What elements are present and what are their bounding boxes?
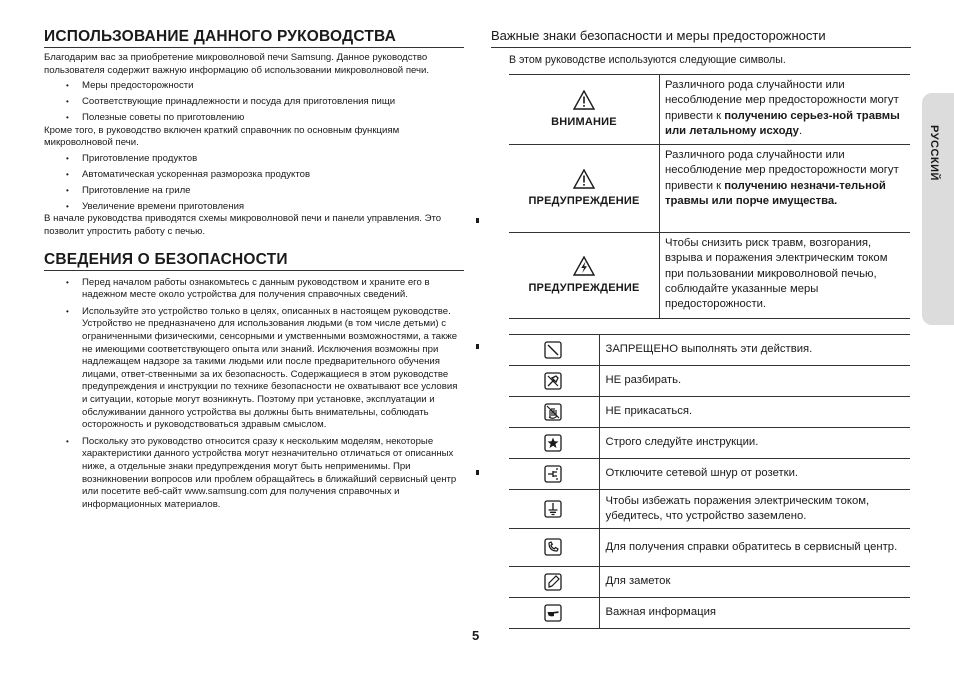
electric-hazard-icon: [573, 256, 595, 276]
warning-text: Различного рода случайности или несоблюдение мер предосторожности могут привести к получению серьез-ной травмы или летальному исходу.: [660, 75, 911, 145]
symbol-text: ЗАПРЕЩЕНО выполнять эти действия.: [599, 335, 910, 366]
list-item: • Используйте это устройство только в целях, описанных в настоящем руководстве. Устройство не предназначено для использования людьми (в том числе детьми) с ограниченными физическими, сенсорными и умственными возможностями, а также не имеющими соответствующего опыта или знаний. Исключения возможны при надлежащем надзоре за такими людьми или после предварительного обучения лицами, ответ-ственными за их безопасность. Содержащиеся в этом руководстве предупреждения и инструкции по технике безопасности не охватывают все условия и ситуации, которые могут возникнуть. Поэтому при установке, эксплуатации и обслуживании данного устройства вы должны быть внимательны, соблюдать осторожность и руководствоваться здравым смыслом.: [44, 306, 464, 432]
symbols-intro: В этом руководстве используются следующие символы.: [509, 54, 786, 66]
warning-table: [509, 74, 910, 319]
list-item: • Автоматическая ускоренная разморозка продуктов: [44, 169, 464, 182]
warning-label: ВНИМАНИЕ: [551, 115, 617, 128]
list-item: • Увеличение времени приготовления: [44, 201, 464, 214]
table-row: [509, 335, 910, 366]
table-row: [509, 428, 910, 459]
usage-list-2: [44, 153, 464, 214]
list-item: • Приготовление на гриле: [44, 185, 464, 198]
column-divider-mark: [476, 218, 479, 223]
usage-heading: ИСПОЛЬЗОВАНИЕ ДАННОГО РУКОВОДСТВА: [44, 28, 464, 48]
symbols-heading: Важные знаки безопасности и меры предосторожности: [491, 28, 911, 48]
safety-heading: СВЕДЕНИЯ О БЕЗОПАСНОСТИ: [44, 251, 464, 271]
table-row: [509, 529, 910, 567]
unplug-icon: [544, 465, 562, 483]
list-item: • Соответствующие принадлежности и посуда для приготовления пищи: [44, 96, 464, 109]
language-label: РУССКИЙ: [928, 125, 940, 181]
list-item: • Меры предосторожности: [44, 80, 464, 93]
symbol-text: Важная информация: [599, 598, 910, 629]
list-item: • Приготовление продуктов: [44, 153, 464, 166]
follow-instructions-icon: [544, 434, 562, 452]
usage-mid: Кроме того, в руководство включен краткий справочник по основным функциям микроволновой печи.: [44, 124, 400, 149]
symbol-text: Чтобы избежать поражения электрическим током, убедитесь, что устройство заземлено.: [599, 490, 910, 529]
table-row: [509, 233, 910, 319]
table-row: [509, 567, 910, 598]
symbol-text: Отключите сетевой шнур от розетки.: [599, 459, 910, 490]
table-row: [509, 459, 910, 490]
do-not-touch-icon: [544, 403, 562, 421]
do-not-disassemble-icon: [544, 372, 562, 390]
electric-caution-text: Чтобы снизить риск травм, возгорания, взрыва и поражения электрическим током при пользовании микроволновой печью, соблюдайте указанные меры предосторожности.: [660, 233, 911, 319]
symbol-text: Для заметок: [599, 567, 910, 598]
warning-label-cell: [509, 75, 660, 145]
table-row: [509, 490, 910, 529]
usage-list-1: [44, 80, 464, 125]
right-column: [491, 28, 911, 629]
caution-label: ПРЕДУПРЕЖДЕНИЕ: [528, 194, 640, 207]
column-divider-mark: [476, 344, 479, 349]
ground-icon: [544, 500, 562, 518]
warning-label-cell: [509, 233, 660, 319]
note-icon: [544, 573, 562, 591]
pointing-hand-icon: [544, 604, 562, 622]
warning-label-cell: [509, 145, 660, 233]
prohibited-icon: [544, 341, 562, 359]
table-row: [509, 397, 910, 428]
symbol-text: Строго следуйте инструкции.: [599, 428, 910, 459]
symbol-text: Для получения справки обратитесь в сервисный центр.: [599, 529, 910, 567]
table-row: [509, 366, 910, 397]
caution-text: Различного рода случайности или несоблюдение мер предосторожности могут привести к получению незначи-тельной травмы или порче имущества.: [660, 145, 911, 233]
symbol-text: НЕ разбирать.: [599, 366, 910, 397]
safety-list: [44, 277, 464, 512]
table-row: [509, 598, 910, 629]
table-row: [509, 145, 910, 233]
table-row: [509, 75, 910, 145]
symbol-text: НЕ прикасаться.: [599, 397, 910, 428]
list-item: • Поскольку это руководство относится сразу к нескольким моделям, некоторые характеристики данного устройства могут незначительно отличаться от описанных ниже, а отдельные знаки предупреждения могут быть неприменимы. При возникновении вопросов или проблем обращайтесь в ближайший сервисный центр или посетите веб-сайт www.samsung.com для получения справочных и информационных материалов.: [44, 436, 464, 512]
list-item: • Перед началом работы ознакомьтесь с данным руководством и храните его в надежном месте около устройства для получения справочных сведений.: [44, 277, 464, 302]
warning-triangle-icon: [573, 169, 595, 189]
list-item: • Полезные советы по приготовлению: [44, 112, 464, 125]
usage-end: В начале руководства приводятся схемы микроволновой печи и панели управления. Это позволит упростить работу с печью.: [44, 213, 442, 238]
language-side-tab: [922, 93, 954, 325]
phone-icon: [544, 538, 562, 556]
electric-caution-label: ПРЕДУПРЕЖДЕНИЕ: [528, 281, 640, 294]
left-column: [44, 28, 464, 515]
page-number: 5: [472, 628, 480, 643]
warning-triangle-icon: [573, 90, 595, 110]
symbols-table: [509, 334, 910, 629]
usage-intro: Благодарим вас за приобретение микроволновой печи Samsung. Данное руководство пользователя содержит важную информацию об использовании микроволновой печи.: [44, 52, 430, 76]
column-divider-mark: [476, 470, 479, 475]
